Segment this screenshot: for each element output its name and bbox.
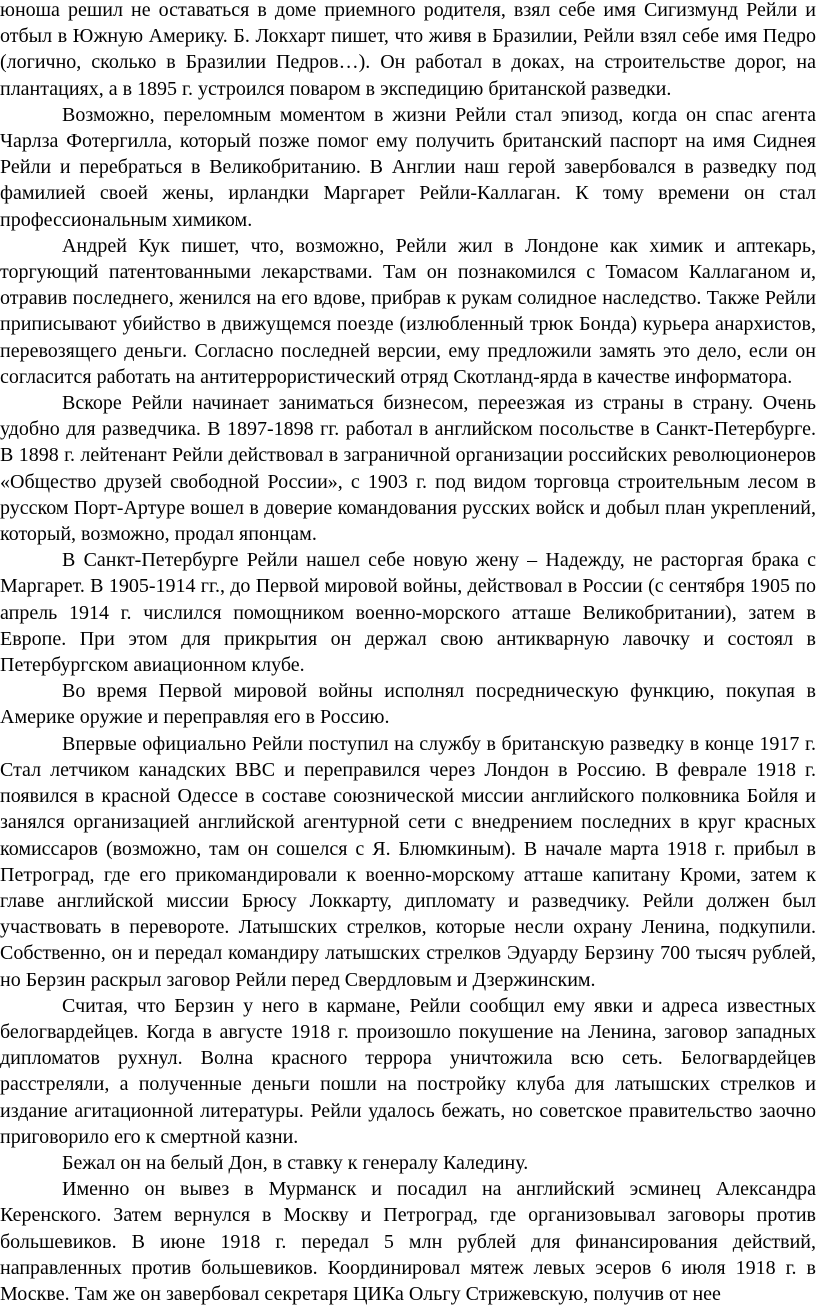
paragraph-1: юноша решил не оставаться в доме приемного родителя, взял себе имя Сигизмунд Рейли и отбыл в Южную Америку. Б. Локхарт пишет, что живя в Бразилии, Рейли взял себе имя Педро (логично, сколько в Бразилии Педров…). Он работал в доках, на строительстве дорог, на плантациях, а в 1895 г. устроился поваром в экспедицию британской разведки. [0,0,816,100]
paragraph-6: Во время Первой мировой войны исполнял посредническую функцию, покупая в Америке оружие и переправляя его в Россию. [0,680,816,729]
paragraph-4: Вскоре Рейли начинает заниматься бизнесом, переезжая из страны в страну. Очень удобно для разведчика. В 1897-1898 гг. работал в английском посольстве в Санкт-Петербурге. В 1898 г. лейтенант Рейли действовал в заграничной организации российских революционеров «Общество друзей свободной России», с 1903 г. под видом торговца строительным лесом в русском Порт-Артуре вошел в доверие командования русских войск и добыл план укреплений, который, возможно, продал японцам. [0,392,816,546]
paragraph-5: В Санкт-Петербурге Рейли нашел себе новую жену – Надежду, не расторгая брака с Маргарет. В 1905-1914 гг., до Первой мировой войны, действовал в России (с сентября 1905 по апрель 1914 г. числился помощником военно-морского атташе Великобритании), затем в Европе. При этом для прикрытия он держал свою антикварную лавочку и состоял в Петербургском авиационном клубе. [0,549,816,677]
paragraph-10: Именно он вывез в Мурманск и посадил на английский эсминец Александра Керенского. Затем вернулся в Москву и Петроград, где организовывал заговоры против большевиков. В июне 1918 г. передал 5 млн рублей для финансирования действий, направленных против большевиков. Координировал мятеж левых эсеров 6 июля 1918 г. в Москве. Там же он завербовал секретаря ЦИКа Ольгу Стрижевскую, получив от нее [0,1178,816,1305]
paragraph-3: Андрей Кук пишет, что, возможно, Рейли жил в Лондоне как химик и аптекарь, торгующий патентованными лекарствами. Там он познакомился с Томасом Каллаганом и, отравив последнего, женился на его вдове, прибрав к рукам солидное наследство. Также Рейли приписывают убийство в движущемся поезде (излюбленный трюк Бонда) курьера анархистов, перевозящего деньги. Согласно последней версии, ему предложили замять это дело, если он согласится работать на антитеррористический отряд Скотланд-ярда в качестве информатора. [0,234,816,388]
paragraph-7: Впервые официально Рейли поступил на службу в британскую разведку в конце 1917 г. Стал летчиком канадских ВВС и переправился через Лондон в Россию. В феврале 1918 г. появился в красной Одессе в составе союзнической миссии английского полковника Бойля и занялся организацией английской агентурной сети с внедрением последних в круг красных комиссаров (возможно, там он сошелся с Я. Блюмкиным). В начале марта 1918 г. прибыл в Петроград, где его прикомандировали к военно-морскому атташе капитану Кроми, затем к главе английской миссии Брюсу Локкарту, дипломату и разведчику. Рейли должен был участвовать в перевороте. Латышских стрелков, которые несли охрану Ленина, подкупили. Собственно, он и передал командиру латышских стрелков Эдуарду Берзину 700 тысяч рублей, но Берзин раскрыл заговор Рейли перед Свердловым и Дзержинским. [0,732,816,991]
paragraph-9: Бежал он на белый Дон, в ставку к генералу Каледину. [62,1151,529,1174]
paragraph-8: Считая, что Берзин у него в кармане, Рейли сообщил ему явки и адреса известных белогвардейцев. Когда в августе 1918 г. произошло покушение на Ленина, заговор западных дипломатов рухнул. Волна красного террора уничтожила всю сеть. Белогвардейцев расстреляли, а полученные деньги пошли на постройку клуба для латышских стрелков и издание агитационной литературы. Рейли удалось бежать, но советское правительство заочно приговорило его к смертной казни. [0,994,816,1148]
paragraph-2: Возможно, переломным моментом в жизни Рейли стал эпизод, когда он спас агента Чарлза Фотергилла, который позже помог ему получить британский паспорт на имя Сиднея Рейли и перебраться в Великобританию. В Англии наш герой завербовался в разведку под фамилией своей жены, ирландки Маргарет Рейли-Каллаган. К тому времени он стал профессиональным химиком. [0,103,816,231]
